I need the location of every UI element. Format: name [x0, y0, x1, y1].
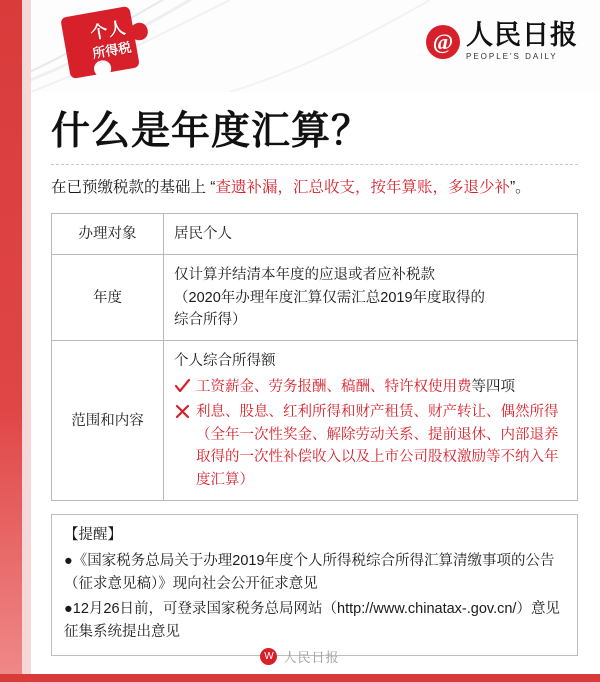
reminder-box	[51, 514, 578, 655]
bottom-red-band	[0, 674, 600, 682]
scope-included-red: 工资薪金、劳务报酬、稿酬、特许权使用费	[196, 378, 472, 395]
title-divider	[51, 164, 578, 165]
row-value-scope	[164, 341, 578, 501]
brand-text	[466, 22, 578, 61]
scope-excluded-text: 利息、股息、红利所得和财产租赁、财产转让、偶然所得（全年一次性奖金、解除劳动关系、提前退休、内部退养取得的一次性补偿收入以及上市公司股权激励等不纳入年度汇算）	[196, 404, 559, 488]
year-line-2: （2020年办理年度汇算仅需汇总2019年度取得的	[174, 289, 486, 306]
scope-included-black: 等四项	[471, 378, 515, 395]
page-header	[0, 0, 600, 92]
scope-excluded-line	[174, 401, 567, 491]
lead-suffix: ”。	[510, 179, 531, 196]
table-row	[52, 341, 578, 501]
row-value-year	[164, 255, 578, 341]
row-label-year: 年度	[52, 255, 164, 341]
left-red-band	[0, 0, 22, 682]
cross-mark-icon	[174, 403, 191, 420]
brand-logo	[426, 22, 578, 61]
row-label-object: 办理对象	[52, 213, 164, 254]
page-footer	[0, 638, 600, 674]
puzzle-tag-line1: 个人	[89, 18, 128, 44]
brand-name-cn: 人民日报	[466, 20, 578, 50]
scope-included-line	[174, 376, 567, 398]
reminder-item: ●《国家税务总局关于办理2019年度个人所得税综合所得汇算清缴事项的公告（征求意见稿）》现向社会公开征求意见	[64, 552, 555, 593]
scope-head: 个人综合所得额	[174, 353, 276, 370]
left-pink-band	[22, 0, 31, 682]
lead-highlight: 查遗补漏，汇总收支，按年算账，多退少补	[215, 179, 510, 196]
puzzle-tag-line2: 所得税	[91, 39, 133, 62]
scope-included-text	[196, 376, 567, 398]
table-row	[52, 213, 578, 254]
at-icon: @	[426, 25, 460, 59]
row-value-object: 居民个人	[164, 213, 578, 254]
footer-brand-text: 人民日报	[283, 649, 340, 665]
row-label-scope: 范围和内容	[52, 341, 164, 501]
info-table	[51, 213, 578, 502]
lead-prefix: 在已预缴税款的基础上 “	[51, 179, 216, 196]
weibo-icon: W	[260, 648, 277, 665]
reminder-item: ●12月26日前，可登录国家税务总局网站（http://www.chinatax-.gov.cn/）意见征集系统提出意见	[64, 600, 560, 641]
check-mark-icon	[174, 378, 191, 395]
brand-name-en: PEOPLE'S DAILY	[466, 52, 558, 61]
lead-paragraph	[51, 175, 578, 201]
reminder-title: 【提醒】	[64, 527, 122, 544]
year-line-1: 仅计算并结清本年度的应退或者应补税款	[174, 267, 435, 284]
main-content	[31, 92, 600, 674]
table-row	[52, 255, 578, 341]
year-line-3: 综合所得）	[174, 311, 247, 328]
page-title: 什么是年度汇算？	[51, 110, 372, 153]
